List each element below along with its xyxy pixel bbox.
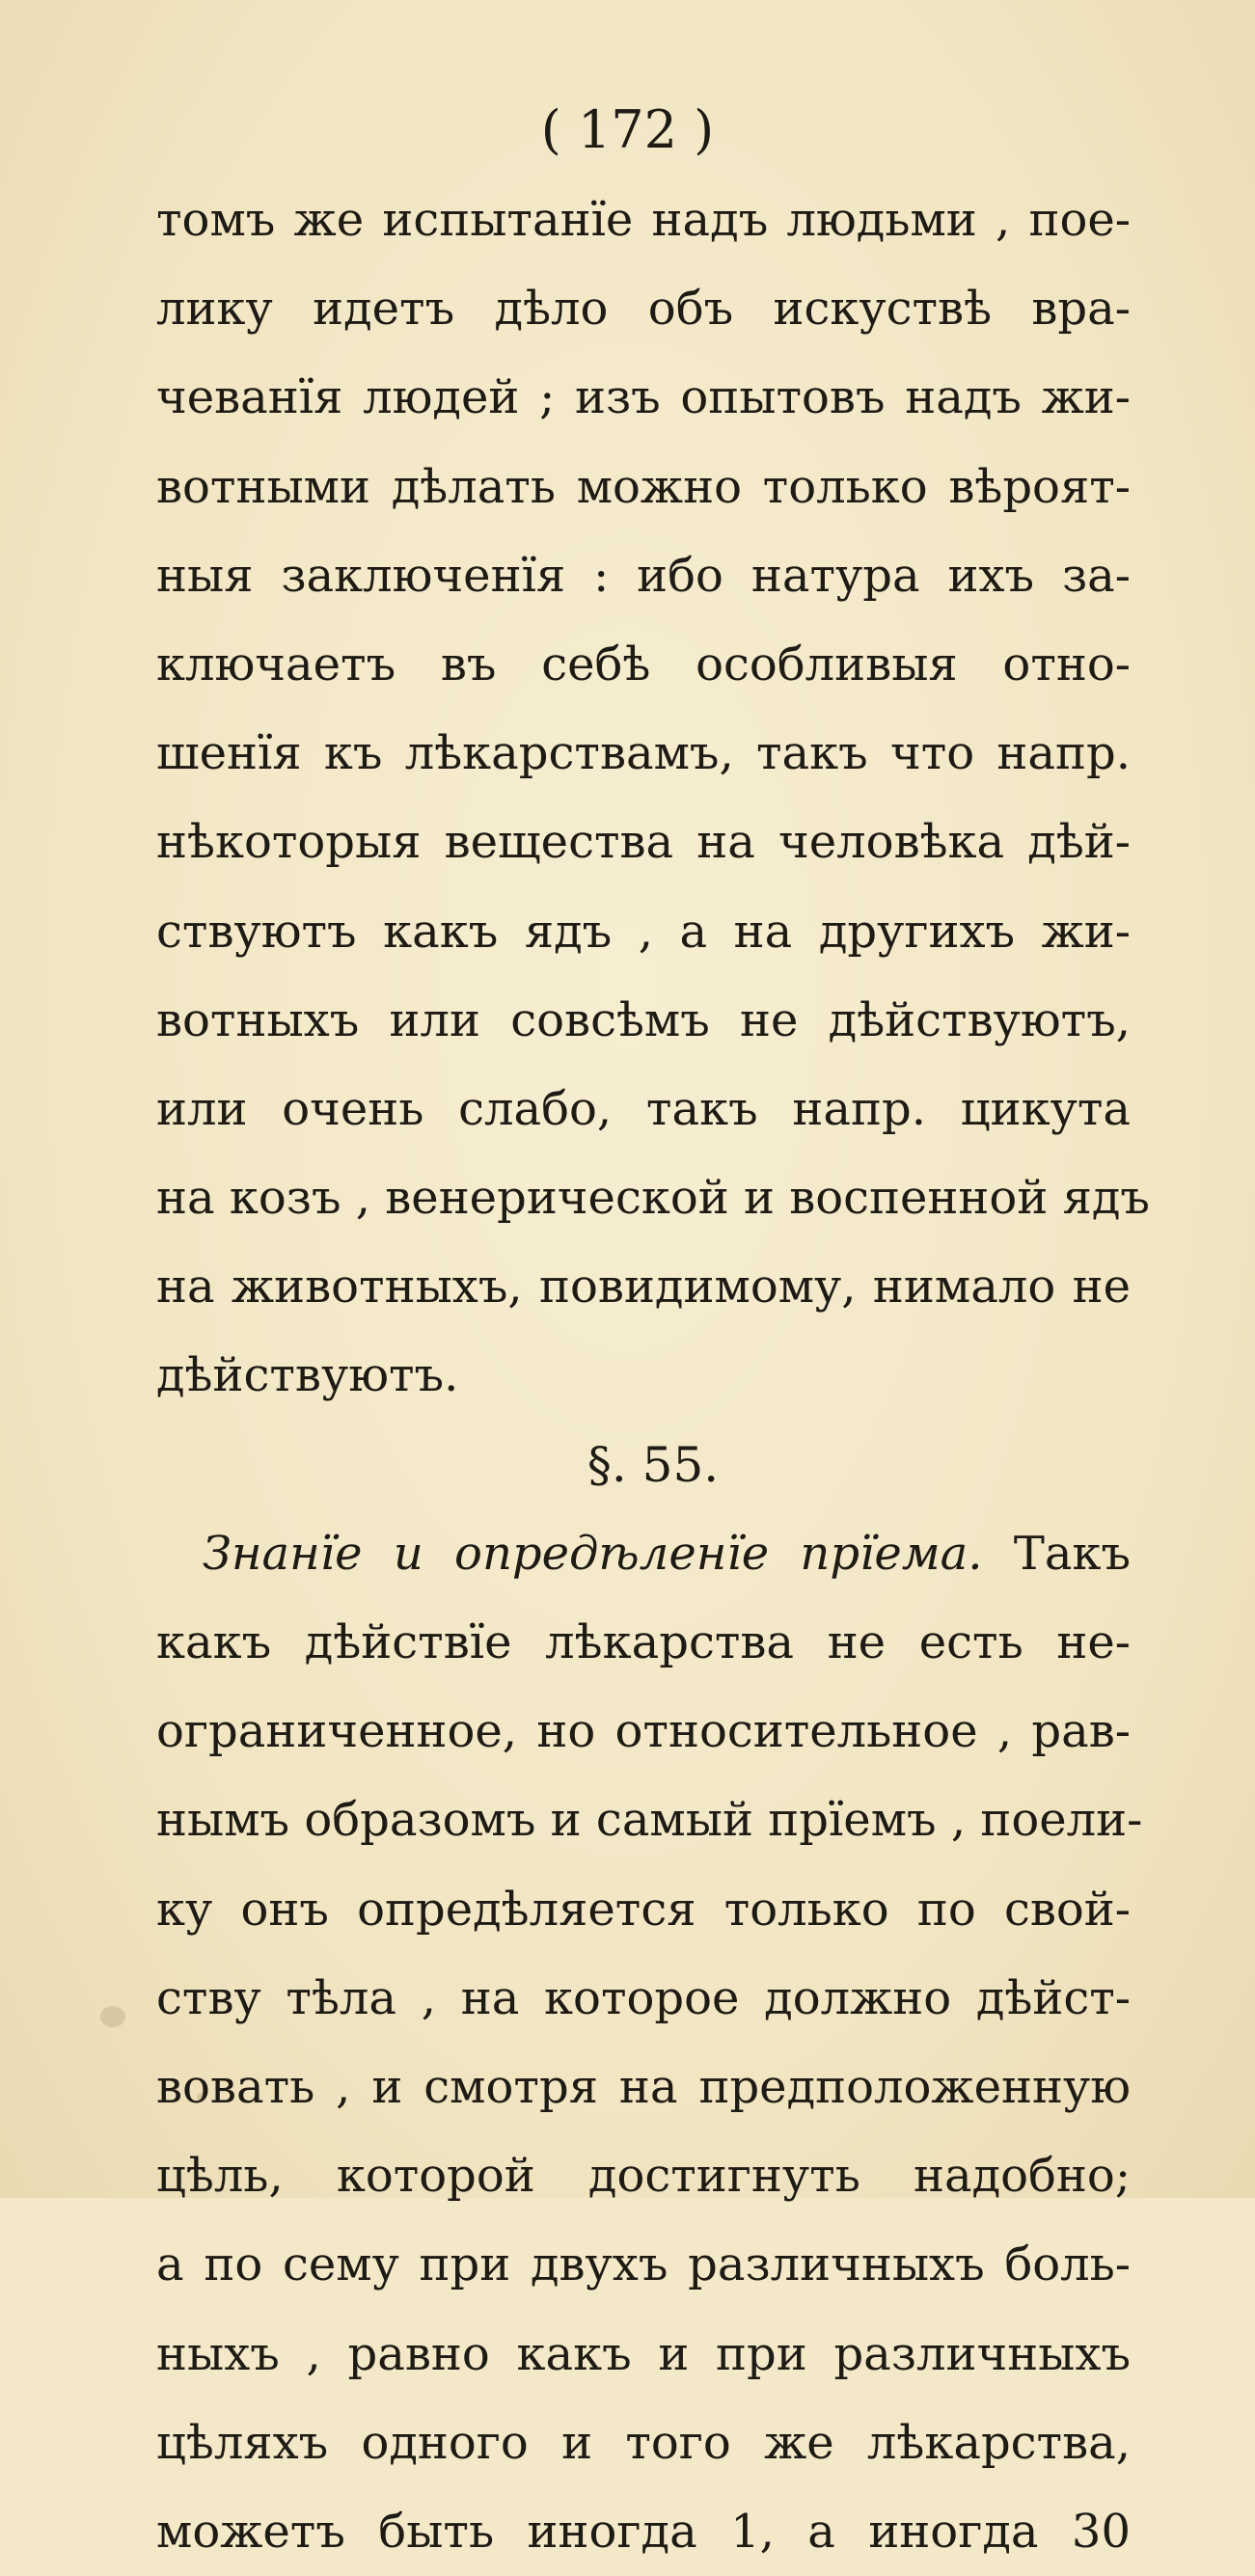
text-line: ку онъ опредѣляется только по свой- bbox=[156, 1882, 1131, 1937]
text-line: ству тѣла , на которое должно дѣйст- bbox=[156, 1970, 1131, 2025]
text-line: чеванїя людей ; изъ опытовъ надъ жи- bbox=[156, 370, 1131, 425]
text-line: ныя заключенїя : ибо натура ихъ за- bbox=[156, 548, 1131, 603]
paragraph-first-line bbox=[156, 1509, 1131, 1598]
text-line: цѣль, которой достигнуть надобно; bbox=[156, 2149, 1131, 2204]
paragraph-first-line-text: Такъ bbox=[1013, 1526, 1131, 1581]
text-line: на животныхъ, повидимому, нимало не bbox=[156, 1260, 1131, 1315]
text-line: какъ дѣйствїе лѣкарства не есть не- bbox=[156, 1615, 1131, 1669]
text-line: ствуютъ какъ ядъ , а на другихъ жи- bbox=[156, 904, 1131, 959]
ink-smudge bbox=[197, 2093, 205, 2102]
paragraph-heading: Знанїе и опредѣленїе прїема. bbox=[203, 1526, 983, 1581]
text-line: ключаетъ въ себѣ особливыя отно- bbox=[156, 637, 1131, 691]
page-number: ( 172 ) bbox=[540, 99, 715, 160]
text-line: на козъ , венерической и воспенной ядъ bbox=[156, 1171, 1150, 1226]
text-line: или очень слабо, такъ напр. цикута bbox=[156, 1081, 1131, 1136]
text-line: лику идетъ дѣло объ искуствѣ вра- bbox=[156, 282, 1131, 337]
text-line: а по сему при двухъ различныхъ боль- bbox=[156, 2237, 1131, 2292]
text-line: ограниченное, но относительное , рав- bbox=[156, 1704, 1131, 1759]
text-line: вотныхъ или совсѣмъ не дѣйствуютъ, bbox=[156, 992, 1131, 1047]
text-line: вовать , и смотря на предположенную bbox=[156, 2059, 1131, 2114]
text-line: томъ же испытанїе надъ людьми , пое- bbox=[156, 193, 1131, 247]
text-line: дѣйствуютъ. bbox=[156, 1348, 459, 1403]
text-line: можетъ быть иногда 1, а иногда 30 bbox=[156, 2504, 1131, 2559]
text-line: шенїя къ лѣкарствамъ, такъ что напр. bbox=[156, 726, 1131, 781]
page-text bbox=[156, 176, 1150, 2576]
text-line: цѣляхъ одного и того же лѣкарства, bbox=[156, 2415, 1131, 2470]
text-line: нымъ образомъ и самый прїемъ , поели- bbox=[156, 1793, 1143, 1848]
text-line: вотными дѣлать можно только вѣроят- bbox=[156, 459, 1131, 514]
text-line: нѣкоторыя вещества на человѣка дѣй- bbox=[156, 815, 1131, 870]
ink-smudge bbox=[100, 2006, 125, 2027]
text-line: ныхъ , равно какъ и при различныхъ bbox=[156, 2326, 1131, 2381]
section-number: §. 55. bbox=[587, 1436, 720, 1493]
